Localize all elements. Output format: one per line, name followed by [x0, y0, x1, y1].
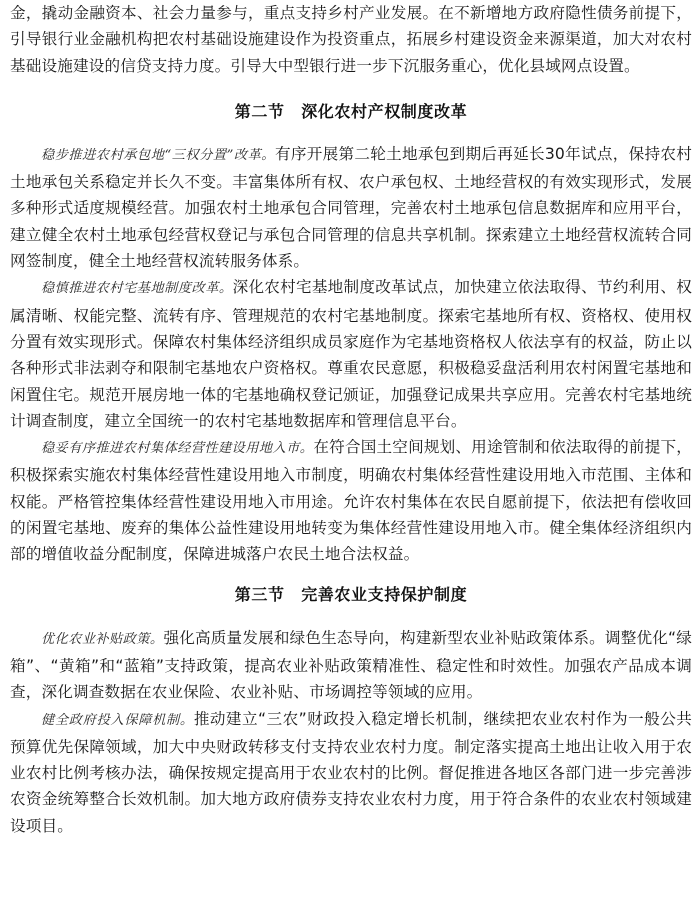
paragraph-lead: 优化农业补贴政策。: [41, 631, 164, 647]
section-2-paragraph-3: [10, 434, 692, 567]
paragraph-body: 在符合国土空间规划、用途管制和依法取得的前提下，积极探索实施农村集体经营性建设用地入市制度，明确农村集体经营性建设用地入市范围、主体和权能。严格管控集体经营性建设用地入市用途。允许农村集体在农民自愿前提下，依法把有偿收回的闲置宅基地、废弃的集体公益性建设用地转变为集体经营性建设用地入市。健全集体经济组织内部的增值收益分配制度，保障进城落户农民土地合法权益。: [10, 438, 693, 564]
paragraph-lead: 健全政府投入保障机制。: [41, 712, 194, 728]
document-page: [10, 0, 692, 839]
section-3-title: 第三节 完善农业支持保护制度: [234, 584, 468, 604]
section-2-title: 第二节 深化农村产权制度改革: [234, 101, 468, 121]
section-3-paragraph-2: [10, 706, 692, 839]
paragraph-body: 推动建立“三农”财政投入稳定增长机制，继续把农业农村作为一般公共预算优先保障领域，加大中央财政转移支付支持农业农村力度。制定落实提高土地出让收入用于农业农村比例考核办法，确保按规定提高用于农业农村的比例。督促推进各地区各部门进一步完善涉农资金统筹整合长效机制。加大地方政府债券支持农业农村力度，用于符合条件的农业农村领域建设项目。: [10, 709, 692, 835]
paragraph-lead: 稳步推进农村承包地“三权分置”改革。: [41, 147, 276, 163]
paragraph-lead: 稳慎推进农村宅基地制度改革。: [41, 281, 233, 297]
section-2-paragraph-2: [10, 274, 692, 434]
paragraph-lead: 稳妥有序推进农村集体经营性建设用地入市。: [41, 441, 314, 457]
section-3-paragraph-1: [10, 625, 692, 706]
intro-paragraph: 金，撬动金融资本、社会力量参与，重点支持乡村产业发展。在不新增地方政府隐性债务前提下，引导银行业金融机构把农村基础设施建设作为投资重点，拓展乡村建设资金来源渠道，加大对农村基础设施建设的信贷支持力度。引导大中型银行进一步下沉服务重心，优化县域网点设置。: [10, 4, 692, 75]
paragraph-body: 强化高质量发展和绿色生态导向，构建新型农业补贴政策体系。调整优化“绿箱”、“黄箱”和“蓝箱”支持政策，提高农业补贴政策精准性、稳定性和时效性。加强农产品成本调查，深化调查数据在农业保险、农业补贴、市场调控等领域的应用。: [10, 628, 692, 702]
paragraph-body: 深化农村宅基地制度改革试点，加快建立依法取得、节约利用、权属清晰、权能完整、流转有序、管理规范的农村宅基地制度。探索宅基地所有权、资格权、使用权分置有效实现形式。保障农村集体经济组织成员家庭作为宅基地资格权人依法享有的权益，防止以各种形式非法剥夺和限制宅基地农户资格权。尊重农民意愿，积极稳妥盘活利用农村闲置宅基地和闲置住宅。规范开展房地一体的宅基地确权登记颁证，加强登记成果共享应用。完善农村宅基地统计调查制度，建立全国统一的农村宅基地数据库和管理信息平台。: [10, 278, 692, 430]
section-2-paragraph-1: [10, 141, 692, 274]
paragraph-body: 有序开展第二轮土地承包到期后再延长30年试点，保持农村土地承包关系稳定并长久不变。丰富集体所有权、农户承包权、土地经营权的有效实现形式，发展多种形式适度规模经营。加强农村土地承包合同管理，完善农村土地承包信息数据库和应用平台，建立健全农村土地承包经营权登记与承包合同管理的信息共享机制。探索建立土地经营权流转合同网签制度，健全土地经营权流转服务体系。: [10, 144, 692, 271]
